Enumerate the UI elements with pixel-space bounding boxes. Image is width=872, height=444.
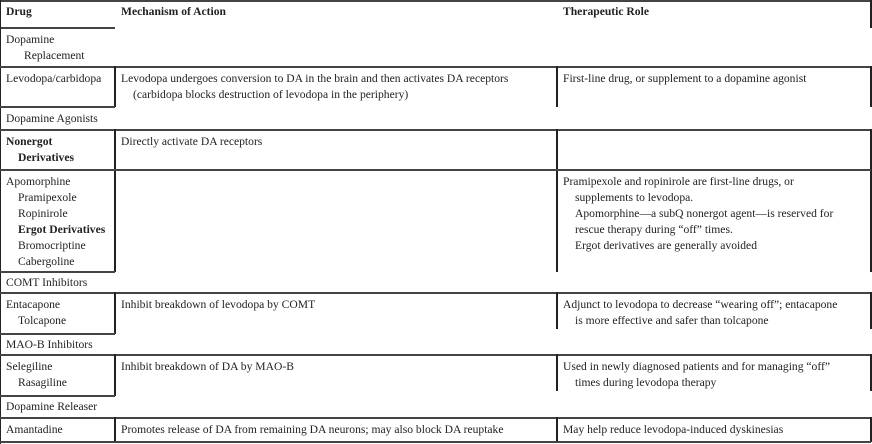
drug-subgroup: Ergot Derivatives (18, 223, 106, 236)
table-row-nonergot (0, 130, 871, 170)
mechanism-cell: Promotes release of DA from remaining DA neurons; may also block DA reuptake (121, 423, 504, 436)
drug-cell: Levodopa/carbidopa (6, 72, 102, 85)
mechanism-cell: Directly activate DA receptors (121, 135, 263, 148)
role-line: Ergot derivatives are generally avoided (575, 239, 757, 252)
rule (0, 27, 115, 29)
header-drug: Drug (6, 5, 32, 18)
section-title: MAO-B Inhibitors (6, 338, 93, 351)
drug-name: Entacapone (6, 298, 61, 311)
rule (556, 292, 558, 329)
section-title-line: Dopamine (6, 33, 55, 46)
section-row-dopamine-agonists (0, 107, 871, 130)
drug-cell: Amantadine (6, 423, 63, 436)
rule (0, 66, 871, 68)
drug-name: Bromocriptine (18, 239, 86, 252)
table-row-entacapone (0, 293, 871, 334)
table-header-row (0, 0, 871, 28)
role-cell (557, 170, 871, 254)
rule (0, 333, 115, 335)
section-title: Dopamine Releaser (6, 400, 98, 413)
mechanism-cell: Inhibit breakdown of DA by MAO-B (121, 360, 294, 373)
mechanism-cell: Inhibit breakdown of levodopa by COMT (121, 298, 316, 311)
rule (0, 0, 871, 2)
drug-name: Apomorphine (6, 175, 71, 188)
section-title (0, 28, 871, 64)
mechanism-line: (carbidopa blocks destruction of levodopa in the periphery) (133, 88, 409, 101)
drug-subgroup-cell (0, 130, 115, 166)
role-line: Apomorphine—a subQ nonergot agent—is reserved for (575, 207, 834, 220)
role-line: supplements to levodopa. (575, 191, 694, 204)
section-title: Dopamine Agonists (6, 112, 98, 125)
rule (556, 417, 558, 442)
rule (0, 292, 871, 294)
drug-name: Pramipexole (18, 191, 77, 204)
role-line: Pramipexole and ropinirole are first-line drugs, or (563, 175, 794, 188)
role-cell (557, 293, 871, 329)
table-row-selegiline (0, 355, 871, 396)
drug-cell (0, 170, 115, 270)
role-line: Adjunct to levodopa to decrease “wearing off”; entacapone (563, 298, 838, 311)
drug-cell (0, 293, 115, 329)
section-row-dopamine-replacement (0, 28, 871, 67)
section-row-dopamine-releaser (0, 396, 871, 418)
section-title: COMT Inhibitors (6, 276, 88, 289)
rule (556, 354, 558, 391)
table-row-levodopa (0, 67, 871, 107)
drug-name: Tolcapone (18, 314, 67, 327)
rule (0, 417, 871, 419)
rule (0, 106, 115, 108)
role-cell (557, 355, 871, 391)
rule (114, 292, 116, 334)
mechanism-line: Levodopa undergoes conversion to DA in the brain and then activates DA receptors (121, 72, 509, 85)
rule (114, 354, 116, 396)
drug-name: Cabergoline (18, 255, 75, 268)
rule (114, 66, 116, 107)
subgroup-line: Derivatives (18, 151, 75, 164)
mechanism-cell (115, 67, 557, 103)
header-mechanism: Mechanism of Action (121, 5, 226, 18)
rule (0, 395, 115, 397)
rule (556, 129, 558, 272)
header-therapeutic-role: Therapeutic Role (563, 5, 649, 18)
rule (0, 354, 871, 356)
rule (114, 417, 116, 442)
table-row-amantadine (0, 418, 871, 442)
role-cell: May help reduce levodopa-induced dyskinesias (563, 423, 784, 436)
table-row-apomorphine (0, 170, 871, 272)
role-line: times during levodopa therapy (575, 376, 717, 389)
rule (0, 441, 871, 443)
role-line: is more effective and safer than tolcapone (575, 314, 769, 327)
drug-name: Ropinirole (18, 207, 68, 220)
rule (0, 271, 115, 273)
rule (0, 129, 871, 131)
role-line: rescue therapy during “off” times. (575, 223, 733, 236)
section-row-maob-inhibitors (0, 334, 871, 355)
role-line: Used in newly diagnosed patients and for managing “off” (563, 360, 831, 373)
section-row-comt-inhibitors (0, 272, 871, 293)
section-title-line: Replacement (24, 49, 85, 62)
subgroup-line: Nonergot (6, 135, 53, 148)
drug-name: Selegiline (6, 360, 53, 373)
role-cell: First-line drug, or supplement to a dopamine agonist (563, 72, 807, 85)
drug-cell (0, 355, 115, 391)
rule (0, 169, 871, 171)
drug-name: Rasagiline (18, 376, 67, 389)
rule (556, 66, 558, 107)
rule (114, 129, 116, 272)
